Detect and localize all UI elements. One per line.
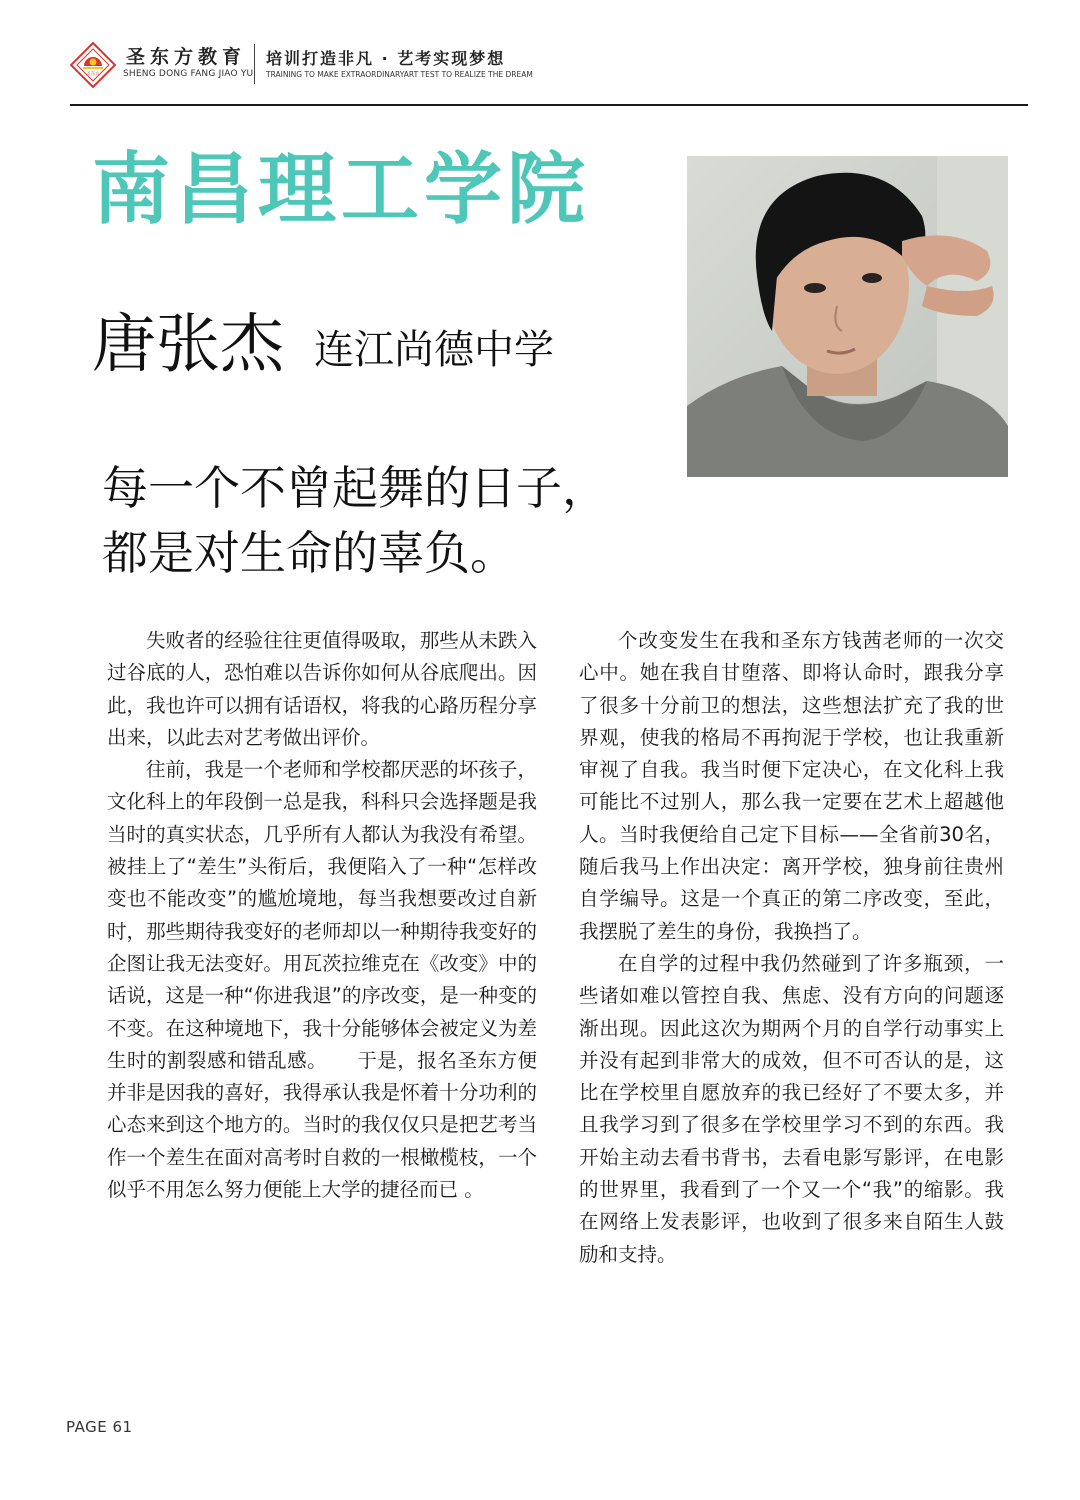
portrait-illustration bbox=[687, 156, 1008, 477]
pull-quote bbox=[102, 456, 608, 586]
header-divider bbox=[254, 44, 255, 84]
brand-name-cn: 圣东方教育 bbox=[126, 46, 247, 68]
student-portrait-photo bbox=[687, 156, 1008, 477]
school-title: 南昌理工学院 bbox=[92, 145, 591, 235]
page-number: PAGE 61 bbox=[66, 1418, 133, 1436]
slogan-en: TRAINING TO MAKE EXTRAORDINARYART TEST TO REALIZE THE DREAM bbox=[266, 70, 533, 79]
quote-line: 每一个不曾起舞的日子， bbox=[102, 461, 608, 515]
magazine-header bbox=[70, 40, 1030, 90]
brand-name-en: SHENG DONG FANG JIAO YU bbox=[123, 69, 254, 79]
body-paragraph: 失败者的经验往往更值得吸取，那些从未跌入过谷底的人，恐怕难以告诉你如何从谷底爬出。因此，我也许可以拥有话语权，将我的心路历程分享出来，以此去对艺考做出评价。 bbox=[107, 629, 537, 749]
body-paragraph: 个改变发生在我和圣东方钱茜老师的一次交心中。她在我自甘堕落、即将认命时，跟我分享了很多十分前卫的想法，这些想法扩充了我的世界观，使我的格局不再拘泥于学校，也让我重新审视了自我。我当时便下定决心，在文化科上我可能比不过别人，那么我一定要在艺术上超越他人。当时我便给自己定下目标——全省前30名，随后我马上作出决定：离开学校，独身前往贵州自学编导。这是一个真正的第二序改变，至此，我摆脱了差生的身份，我换挡了。 bbox=[579, 629, 1004, 943]
article-column-right bbox=[579, 625, 1004, 1271]
header-rule bbox=[70, 104, 1028, 106]
sdf-logo-icon bbox=[70, 42, 116, 88]
slogan-cn: 培训打造非凡 · 艺考实现梦想 bbox=[266, 49, 506, 68]
logo-text: 圣东方 bbox=[86, 72, 100, 77]
student-high-school: 连江尚德中学 bbox=[314, 327, 554, 373]
student-name: 唐张杰 bbox=[92, 308, 284, 382]
body-paragraph: 在自学的过程中我仍然碰到了许多瓶颈，一些诸如难以管控自我、焦虑、没有方向的问题逐渐出现。因此这次为期两个月的自学行动事实上并没有起到非常大的成效，但不可否认的是，这比在学校里自愿放弃的我已经好了不要太多，并且我学习到了很多在学校里学习不到的东西。我开始主动去看书背书，去看电影写影评，在电影的世界里，我看到了一个又一个“我”的缩影。我在网络上发表影评，也收到了很多来自陌生人鼓励和支持。 bbox=[579, 951, 1004, 1266]
body-paragraph: 往前，我是一个老师和学校都厌恶的坏孩子，文化科上的年段倒一总是我，科科只会选择题是我当时的真实状态，几乎所有人都认为我没有希望。被挂上了“差生”头衔后，我便陷入了一种“怎样改变也不能改变”的尴尬境地，每当我想要改过自新时，那些期待我变好的老师却以一种期待我变好的企图让我无法变好。用瓦茨拉维克在《改变》中的话说，这是一种“你进我退”的序改变，是一种变的不变。在这种境地下，我十分能够体会被定义为差生时的割裂感和错乱感。 于是，报名圣东方便并非是因我的喜好，我得承认我是怀着十分功利的心态来到这个地方的。当时的我仅仅只是把艺考当作一个差生在面对高考时自救的一根橄榄枝，一个似乎不用怎么努力便能上大学的捷径而已 。 bbox=[107, 758, 537, 1202]
article-column-left bbox=[107, 625, 537, 1206]
quote-line: 都是对生命的辜负。 bbox=[102, 526, 516, 580]
